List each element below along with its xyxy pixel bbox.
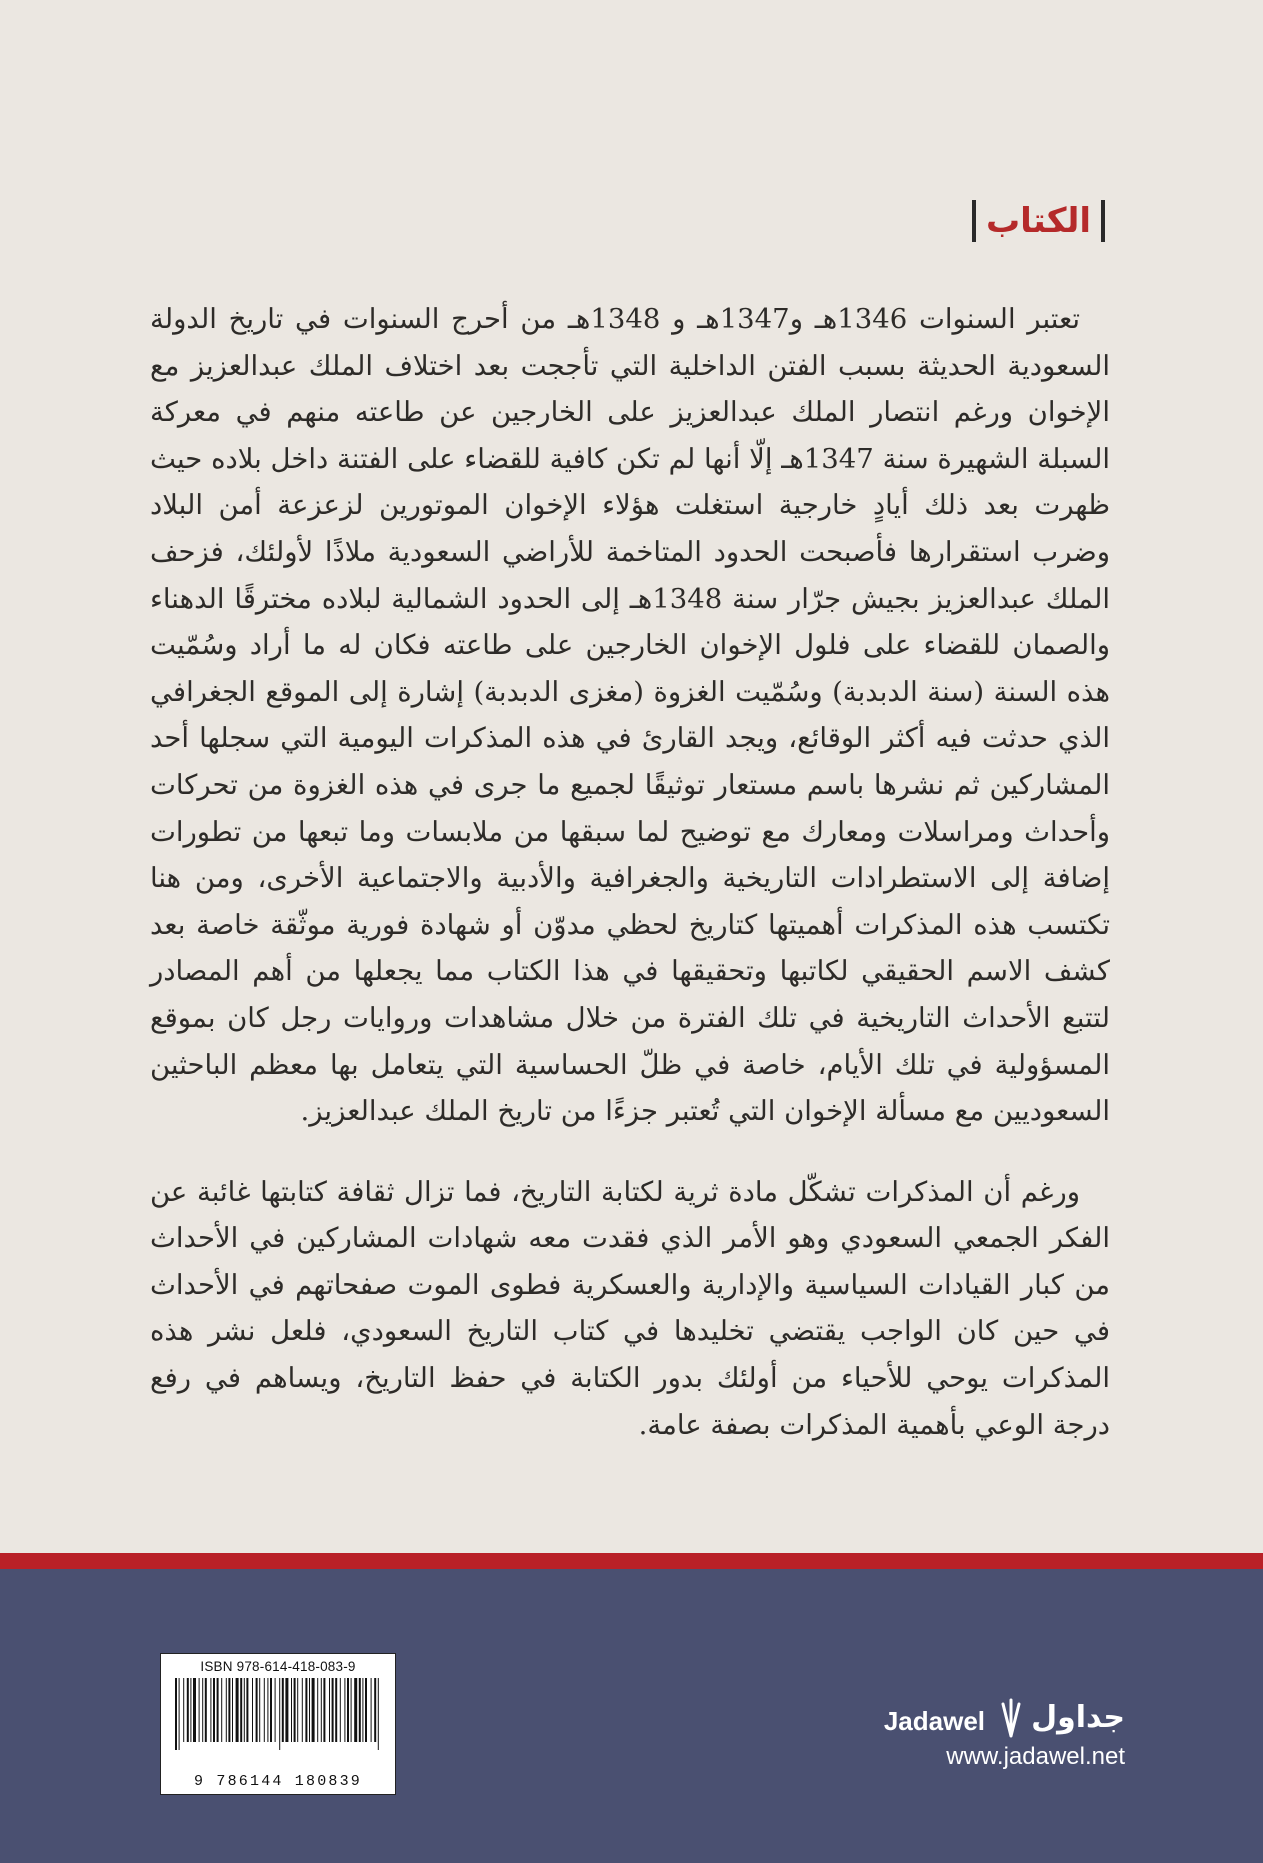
- barcode-icon: [173, 1678, 385, 1770]
- publisher-leaf-icon: [997, 1698, 1025, 1738]
- publisher-name-latin: Jadawel: [883, 1706, 985, 1736]
- publisher-logo: [805, 1698, 1125, 1788]
- heading-title: الكتاب: [985, 201, 1091, 241]
- heading-bar-right: [1101, 200, 1105, 242]
- red-stripe: [0, 1553, 1263, 1569]
- publisher-website: www.jadawel.net: [946, 1743, 1125, 1770]
- isbn-label: ISBN 978-614-418-083-9: [200, 1659, 356, 1674]
- section-heading: [972, 200, 1105, 242]
- barcode-digits: 9 786144 180839: [193, 1773, 363, 1790]
- synopsis-paragraph-2: ورغم أن المذكرات تشكّل مادة ثرية لكتابة التاريخ، فما تزال ثقافة كتابتها غائبة عن الفكر الجمعي السعودي وهو الأمر الذي فقدت معه شهادات المشاركين في الأحداث من كبار القيادات السياسية والإدارية والعسكرية فطوى الموت صفحاتهم في الأحداث في حين كان الواجب يقتضي تخليدها في كتاب التاريخ السعودي، فلعل نشر هذه المذكرات يوحي للأحياء من أولئك بدور الكتابة في حفظ التاريخ، ويساهم في رفع درجة الوعي بأهمية المذكرات بصفة عامة.: [150, 1175, 1110, 1441]
- heading-bar-left: [972, 200, 976, 242]
- publisher-name-arabic: جداول: [1031, 1700, 1125, 1735]
- isbn-barcode-box: [160, 1653, 396, 1795]
- synopsis-text: [150, 296, 1110, 1448]
- synopsis-paragraph-1: تعتبر السنوات 1346هـ و1347هـ و 1348هـ من أحرج السنوات في تاريخ الدولة السعودية الحديثة بسبب الفتن الداخلية التي تأججت بعد اختلاف الملك عبدالعزيز مع الإخوان ورغم انتصار الملك عبدالعزيز على الخارجين عن طاعته منهم في معركة السبلة الشهيرة سنة 1347هـ إلّا أنها لم تكن كافية للقضاء على الفتنة داخل بلاده حيث ظهرت بعد ذلك أيادٍ خارجية استغلت هؤلاء الإخوان الموتورين لزعزعة أمن البلاد وضرب استقرارها فأصبحت الحدود المتاخمة للأراضي السعودية ملاذًا لأولئك، فزحف الملك عبدالعزيز بجيش جرّار سنة 1348هـ إلى الحدود الشمالية لبلاده مخترقًا الدهناء والصمان للقضاء على فلول الإخوان الخارجين على طاعته فكان له ما أراد وسُمّيت هذه السنة (سنة الدبدبة) وسُمّيت الغزوة (مغزى الدبدبة) إشارة إلى الموقع الجغرافي الذي حدثت فيه أكثر الوقائع، ويجد القارئ في هذه المذكرات اليومية التي سجلها أحد المشاركين ثم نشرها باسم مستعار توثيقًا لجميع ما جرى في هذه الغزوة من تحركات وأحداث ومراسلات ومعارك مع توضيح لما سبقها من ملابسات وما تبعها من تطورات إضافة إلى الاستطرادات التاريخية والجغرافية والأدبية والاجتماعية الأخرى، ومن هنا تكتسب هذه المذكرات أهميتها كتاريخ لحظي مدوّن أو شهادة فورية موثّقة خاصة بعد كشف الاسم الحقيقي لكاتبها وتحقيقها في هذا الكتاب مما يجعلها من أهم المصادر لتتبع الأحداث التاريخية في تلك الفترة من خلال مشاهدات وروايات رجل كان بموقع المسؤولية في تلك الأيام، خاصة في ظلّ الحساسية التي يتعامل بها معظم الباحثين السعوديين مع مسألة الإخوان التي تُعتبر جزءًا من تاريخ الملك عبدالعزيز.: [150, 303, 1110, 1128]
